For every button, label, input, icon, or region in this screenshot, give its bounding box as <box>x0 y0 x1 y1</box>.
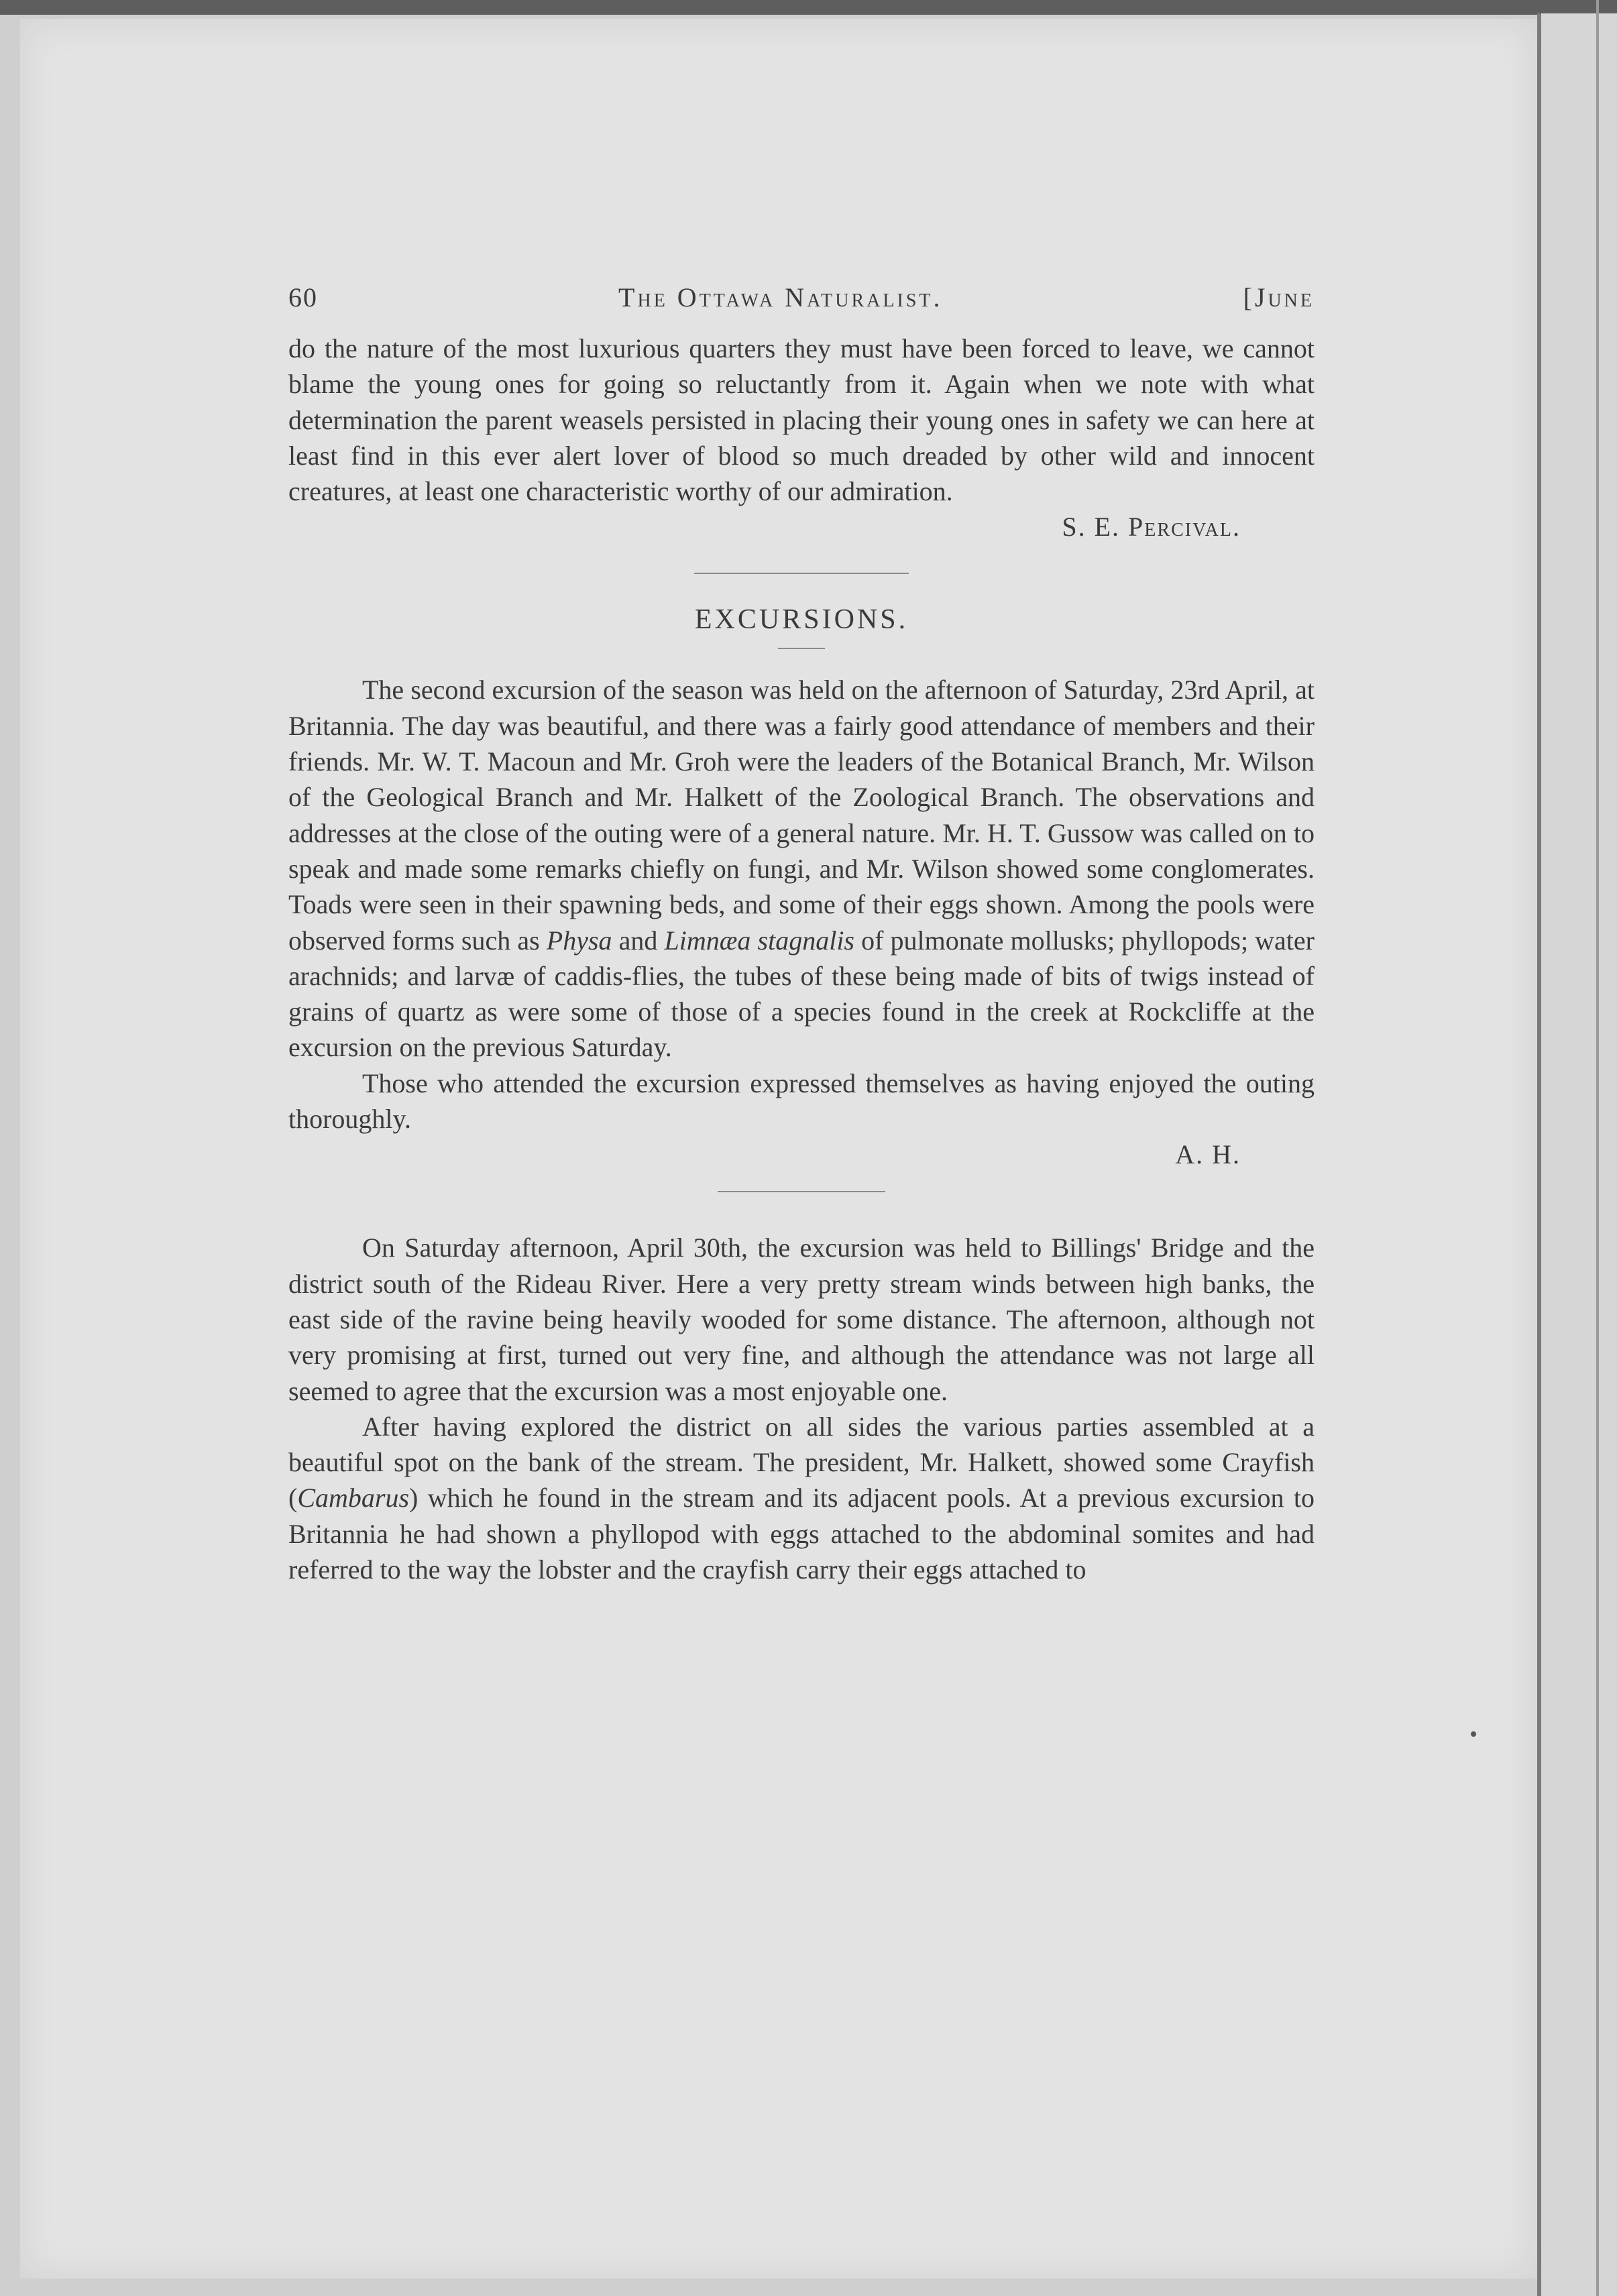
binding-line <box>1596 0 1599 2296</box>
page-number: 60 <box>288 282 318 312</box>
section-divider <box>694 573 909 574</box>
excursion-paragraph-2: Those who attended the excursion expressed themselves as having enjoyed the outing thoroughly. <box>288 1068 1315 1135</box>
excursion-signature: A. H. <box>1175 1139 1241 1170</box>
intro-paragraph: do the nature of the most luxurious quarters they must have been forced to leave, we cannot blame the young ones for going so reluctantly from it. Again when we note with what determination the parent weasels persisted in placing their young ones in safety we can here at least find in this ever alert lover of blood so much dreaded by other wild and innocent creatures, at least one characteristic worthy of our admiration. <box>288 333 1315 507</box>
report-divider <box>718 1191 885 1192</box>
running-header <box>288 282 1315 313</box>
journal-title: The Ottawa Naturalist. <box>618 282 943 312</box>
issue-label: [June <box>1243 282 1315 312</box>
taxon-physa: Physa <box>546 925 612 956</box>
title-underline <box>778 648 825 649</box>
taxon-cambarus: Cambarus <box>297 1483 410 1513</box>
book-binding-edge <box>1537 13 1617 2296</box>
page-content <box>288 282 1315 1587</box>
speck-mark <box>1471 1731 1476 1737</box>
report-paragraph-2: After having explored the district on all sides the various parties assembled at a beautiful spot on the bank of the stream. The president, Mr. Halkett, showed some Crayfish (Cambarus) which he found in the stream and its adjacent pools. At a previous excursion to Britannia he had shown a phyllopod with eggs attached to the abdominal somites and had referred to the way the lobster and the crayfish carry their eggs attached to <box>288 1411 1315 1585</box>
taxon-limnaea: Limnæa stagnalis <box>664 925 854 956</box>
intro-signature: S. E. Percival. <box>1062 512 1241 542</box>
section-title: EXCURSIONS. <box>694 604 909 636</box>
report-paragraph-1: On Saturday afternoon, April 30th, the excursion was held to Billings' Bridge and the district south of the Rideau River. Here a very pretty stream winds between high banks, the east side of the ravine being heavily wooded for some distance. The afternoon, although not very promising at first, turned out very fine, and although the attendance was not large all seemed to agree that the excursion was a most enjoyable one. <box>288 1232 1315 1406</box>
excursion-paragraph-1: The second excursion of the season was held on the afternoon of Saturday, 23rd April, at Britannia. The day was beautiful, and there was a fairly good attendance of members and their friends. Mr. W. T. Macoun and Mr. Groh were the leaders of the Botanical Branch, Mr. Wilson of the Geological Branch and Mr. Halkett of the Zoological Branch. The observations and addresses at the close of the outing were of a general nature. Mr. H. T. Gussow was called on to speak and made some remarks chiefly on fungi, and Mr. Wilson showed some conglomerates. Toads were seen in their spawning beds, and some of their eggs shown. Among the pools were observed forms such as Physa and Limnæa stagnalis of pulmonate mollusks; phyllopods; water arachnids; and larvæ of caddis-flies, the tubes of these being made of bits of twigs instead of grains of quartz as were some of those of a species found in the creek at Rockcliffe at the excursion on the previous Saturday. <box>288 675 1315 1063</box>
scan-top-edge <box>0 0 1617 15</box>
